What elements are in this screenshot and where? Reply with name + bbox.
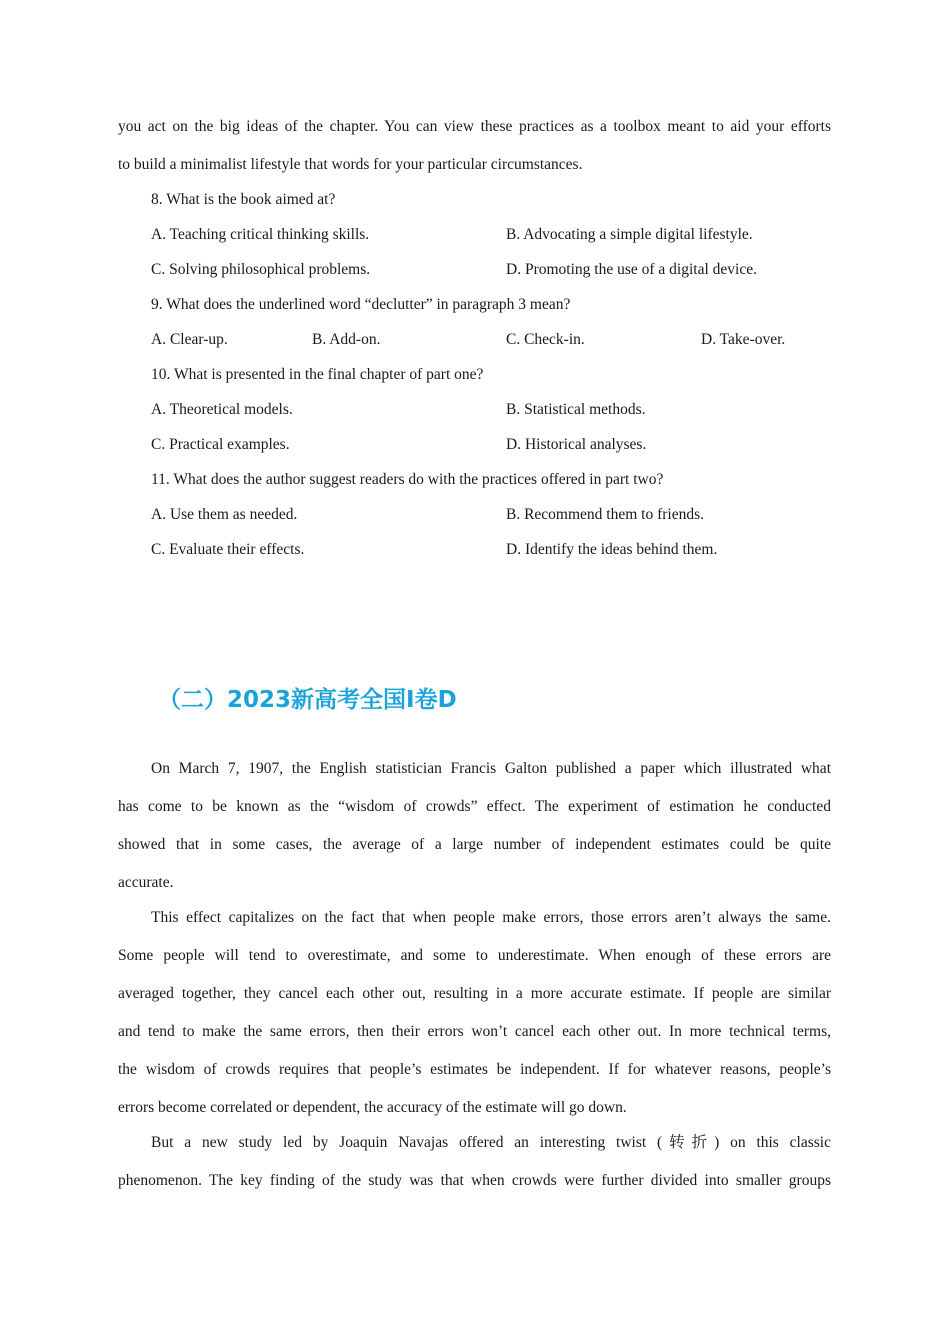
answer-option: D. Take-over. xyxy=(701,331,786,348)
paragraph-line: averaged together, they cancel each other out, resulting in a more accurate estimate. If people are similar xyxy=(118,985,831,1002)
answer-option: B. Advocating a simple digital lifestyle. xyxy=(506,226,753,243)
answer-option: B. Statistical methods. xyxy=(506,401,646,418)
question-stem: 10. What is presented in the final chapter of part one? xyxy=(151,366,484,383)
answer-option: D. Historical analyses. xyxy=(506,436,647,453)
answer-option: A. Teaching critical thinking skills. xyxy=(151,226,370,243)
paragraph-line: errors become correlated or dependent, the accuracy of the estimate will go down. xyxy=(118,1099,627,1116)
answer-option: D. Identify the ideas behind them. xyxy=(506,541,718,558)
question-stem: 9. What does the underlined word “declutter” in paragraph 3 mean? xyxy=(151,296,571,313)
answer-option: A. Use them as needed. xyxy=(151,506,298,523)
paragraph-line: But a new study led by Joaquin Navajas offered an interesting twist (转折) on this classic xyxy=(151,1134,831,1151)
answer-option: A. Theoretical models. xyxy=(151,401,293,418)
paragraph-line: the wisdom of crowds requires that people’s estimates be independent. If for whatever reasons, people’s xyxy=(118,1061,831,1078)
answer-option: C. Solving philosophical problems. xyxy=(151,261,371,278)
paragraph-line: Some people will tend to overestimate, and some to underestimate. When enough of these errors are xyxy=(118,947,831,964)
answer-option: B. Add-on. xyxy=(312,331,381,348)
answer-option: C. Check-in. xyxy=(506,331,585,348)
paragraph-line: accurate. xyxy=(118,874,174,891)
paragraph-line: showed that in some cases, the average of a large number of independent estimates could be quite xyxy=(118,836,831,853)
paragraph-line: On March 7, 1907, the English statistician Francis Galton published a paper which illustrated what xyxy=(151,760,831,777)
paragraph-line: phenomenon. The key finding of the study was that when crowds were further divided into smaller groups xyxy=(118,1172,831,1189)
question-stem: 11. What does the author suggest readers do with the practices offered in part two? xyxy=(151,471,664,488)
answer-option: A. Clear-up. xyxy=(151,331,228,348)
paragraph-line: and tend to make the same errors, then their errors won’t cancel each other out. In more technical terms, xyxy=(118,1023,831,1040)
answer-option: C. Practical examples. xyxy=(151,436,290,453)
passage-line: to build a minimalist lifestyle that words for your particular circumstances. xyxy=(118,156,583,173)
answer-option: D. Promoting the use of a digital device. xyxy=(506,261,757,278)
passage-line: you act on the big ideas of the chapter. You can view these practices as a toolbox meant to aid your efforts xyxy=(118,118,831,135)
section-heading: （二）2023新高考全国Ⅰ卷D xyxy=(158,687,457,713)
paragraph-line: This effect capitalizes on the fact that when people make errors, those errors aren’t always the same. xyxy=(151,909,831,926)
question-stem: 8. What is the book aimed at? xyxy=(151,191,336,208)
answer-option: C. Evaluate their effects. xyxy=(151,541,305,558)
answer-option: B. Recommend them to friends. xyxy=(506,506,705,523)
paragraph-line: has come to be known as the “wisdom of crowds” effect. The experiment of estimation he conducted xyxy=(118,798,831,815)
